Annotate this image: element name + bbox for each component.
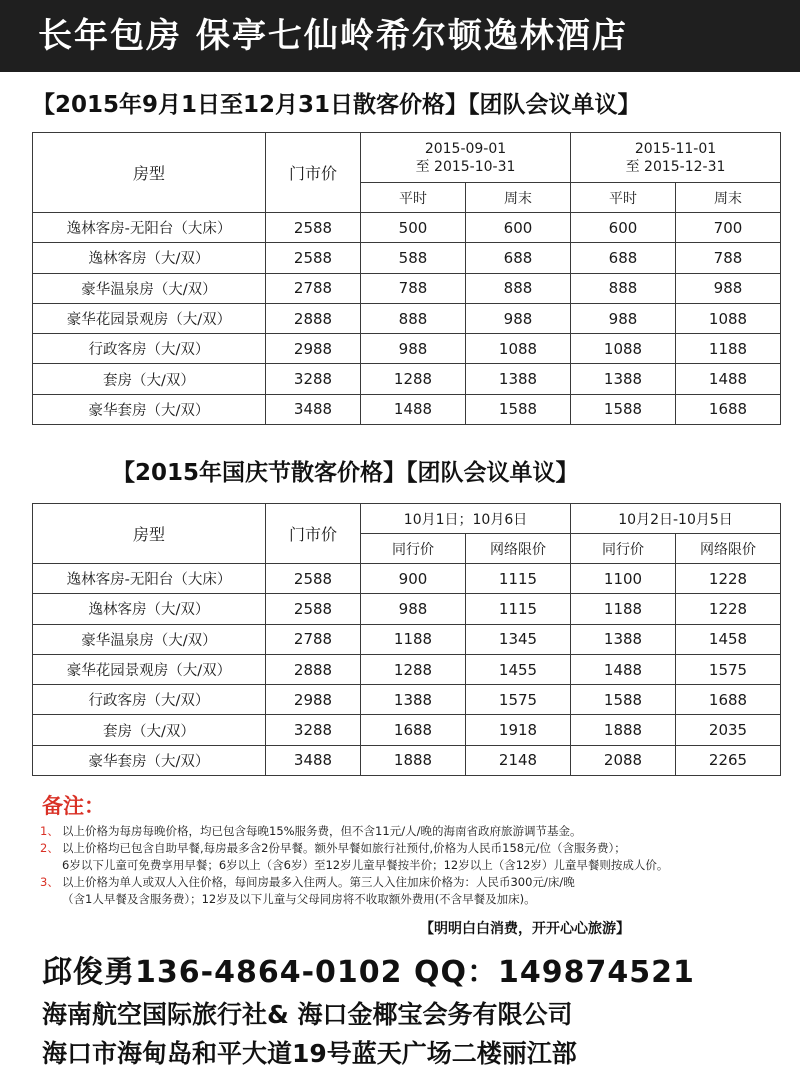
note-text: 以上价格为单人或双人入住价格，每间房最多入住两人。第三人入住加床价格为：人民币300元/床/晚 (62, 875, 575, 889)
banner-title: 长年包房 保亭七仙岭希尔顿逸林酒店 (0, 0, 800, 72)
table-row (33, 303, 781, 333)
price-cell: 1228 (676, 594, 781, 624)
note-line (40, 891, 790, 908)
table-row (33, 745, 781, 775)
period-header (361, 133, 571, 183)
room-type-cell: 逸林客房（大/双） (33, 243, 266, 273)
section1-title: 【2015年9月1日至12月31日散客价格】【团队会议单议】 (32, 92, 641, 118)
price-cell: 588 (361, 243, 466, 273)
agency-price-header: 同行价 (571, 534, 676, 564)
company-address: 海口市海甸岛和平大道19号蓝天广场二楼丽江部 (42, 1039, 577, 1068)
note-line (40, 874, 790, 891)
room-type-cell: 豪华套房（大/双） (33, 394, 266, 424)
price-cell: 1588 (466, 394, 571, 424)
note-number: 3、 (40, 875, 59, 889)
table-row (33, 364, 781, 394)
price-cell: 1115 (466, 564, 571, 594)
room-type-cell: 豪华温泉房（大/双） (33, 624, 266, 654)
note-text: 6岁以下儿童可免费享用早餐；6岁以上（含6岁）至12岁儿童早餐按半价；12岁以上（含12岁）儿童早餐则按成人价。 (62, 858, 669, 872)
price-cell: 1575 (676, 654, 781, 684)
room-type-cell: 行政客房（大/双） (33, 685, 266, 715)
price-cell: 1688 (361, 715, 466, 745)
price-cell: 688 (571, 243, 676, 273)
room-type-cell: 套房（大/双） (33, 364, 266, 394)
price-cell: 1888 (361, 745, 466, 775)
table-body (33, 213, 781, 425)
room-type-cell: 逸林客房-无阳台（大床） (33, 564, 266, 594)
price-cell: 2265 (676, 745, 781, 775)
price-cell: 1488 (361, 394, 466, 424)
rack-rate-cell: 2888 (266, 303, 361, 333)
rack-rate-cell: 3488 (266, 394, 361, 424)
table-body (33, 564, 781, 776)
table-row (33, 273, 781, 303)
price-cell: 1288 (361, 364, 466, 394)
price-cell: 688 (466, 243, 571, 273)
price-cell: 900 (361, 564, 466, 594)
weekday-header: 平时 (361, 183, 466, 213)
room-type-header: 房型 (33, 133, 266, 213)
price-cell: 1888 (571, 715, 676, 745)
note-number: 2、 (40, 841, 59, 855)
note-number: 1、 (40, 824, 59, 838)
price-table-sep-dec (32, 132, 781, 425)
period-start: 2015-09-01 (424, 140, 507, 157)
rack-rate-cell: 2988 (266, 334, 361, 364)
price-cell: 788 (361, 273, 466, 303)
price-cell: 888 (361, 303, 466, 333)
table-row (33, 243, 781, 273)
period-end: 至 2015-12-31 (625, 158, 726, 175)
note-text: 以上价格为每房每晚价格，均已包含每晚15%服务费，但不含11元/人/晚的海南省政府旅游调节基金。 (62, 824, 582, 838)
room-type-cell: 豪华花园景观房（大/双） (33, 303, 266, 333)
room-type-cell: 逸林客房（大/双） (33, 594, 266, 624)
online-price-header: 网络限价 (466, 534, 571, 564)
price-cell: 1288 (361, 654, 466, 684)
price-cell: 988 (676, 273, 781, 303)
notes-title: 备注： (42, 794, 105, 818)
rack-rate-cell: 2888 (266, 654, 361, 684)
room-type-cell: 豪华温泉房（大/双） (33, 273, 266, 303)
table-row (33, 564, 781, 594)
price-cell: 600 (571, 213, 676, 243)
price-cell: 988 (361, 334, 466, 364)
note-text: 以上价格均已包含自助早餐,每房最多含2份早餐。额外早餐如旅行社预付,价格为人民币158元/位（含服务费）； (62, 841, 626, 855)
price-cell: 988 (361, 594, 466, 624)
price-cell: 888 (571, 273, 676, 303)
rack-rate-cell: 3288 (266, 715, 361, 745)
price-cell: 1088 (676, 303, 781, 333)
price-table-national-day (32, 503, 781, 776)
price-cell: 1228 (676, 564, 781, 594)
price-cell: 1455 (466, 654, 571, 684)
price-cell: 1388 (361, 685, 466, 715)
price-cell: 1388 (466, 364, 571, 394)
rack-rate-header: 门市价 (266, 504, 361, 564)
table-row (33, 685, 781, 715)
price-cell: 1918 (466, 715, 571, 745)
table-row (33, 594, 781, 624)
price-cell: 1088 (571, 334, 676, 364)
price-cell: 1688 (676, 685, 781, 715)
price-cell: 1088 (466, 334, 571, 364)
price-cell: 2088 (571, 745, 676, 775)
price-cell: 1100 (571, 564, 676, 594)
note-text: （含1人早餐及含服务费）；12岁及以下儿童与父母同房将不收取额外费用(不含早餐及加床)。 (62, 892, 536, 906)
price-cell: 888 (466, 273, 571, 303)
table-row (33, 715, 781, 745)
price-cell: 988 (571, 303, 676, 333)
period-header: 10月2日-10月5日 (571, 504, 781, 534)
table-row (33, 654, 781, 684)
rack-rate-header: 门市价 (266, 133, 361, 213)
company-name: 海南航空国际旅行社& 海口金椰宝会务有限公司 (42, 1000, 573, 1029)
rack-rate-cell: 2588 (266, 594, 361, 624)
rack-rate-cell: 2588 (266, 213, 361, 243)
rack-rate-cell: 2788 (266, 273, 361, 303)
price-cell: 1488 (571, 654, 676, 684)
price-cell: 788 (676, 243, 781, 273)
rack-rate-cell: 2988 (266, 685, 361, 715)
room-type-cell: 豪华花园景观房（大/双） (33, 654, 266, 684)
rack-rate-cell: 2588 (266, 564, 361, 594)
room-type-cell: 逸林客房-无阳台（大床） (33, 213, 266, 243)
note-line (40, 823, 790, 840)
price-cell: 1115 (466, 594, 571, 624)
price-cell: 1488 (676, 364, 781, 394)
rack-rate-cell: 3488 (266, 745, 361, 775)
price-cell: 1575 (466, 685, 571, 715)
room-type-header: 房型 (33, 504, 266, 564)
online-price-header: 网络限价 (676, 534, 781, 564)
price-cell: 1188 (361, 624, 466, 654)
table-row (33, 334, 781, 364)
weekday-header: 平时 (571, 183, 676, 213)
price-cell: 1588 (571, 394, 676, 424)
room-type-cell: 豪华套房（大/双） (33, 745, 266, 775)
contact-phone-qq: 邱俊勇136-4864-0102 QQ：149874521 (42, 955, 695, 990)
table-row (33, 624, 781, 654)
rack-rate-cell: 2588 (266, 243, 361, 273)
price-cell: 1188 (571, 594, 676, 624)
period-start: 2015-11-01 (634, 140, 717, 157)
price-cell: 1688 (676, 394, 781, 424)
price-cell: 500 (361, 213, 466, 243)
section2-title: 【2015年国庆节散客价格】【团队会议单议】 (112, 460, 579, 486)
price-cell: 2035 (676, 715, 781, 745)
agency-price-header: 同行价 (361, 534, 466, 564)
period-end: 至 2015-10-31 (415, 158, 516, 175)
notes-list (40, 823, 790, 908)
price-cell: 700 (676, 213, 781, 243)
rack-rate-cell: 3288 (266, 364, 361, 394)
table-row (33, 394, 781, 424)
price-cell: 1188 (676, 334, 781, 364)
note-line (40, 857, 790, 874)
period-header (571, 133, 781, 183)
room-type-cell: 行政客房（大/双） (33, 334, 266, 364)
slogan: 【明明白白消费，开开心心旅游】 (420, 921, 630, 937)
room-type-cell: 套房（大/双） (33, 715, 266, 745)
period-header: 10月1日；10月6日 (361, 504, 571, 534)
price-cell: 1388 (571, 624, 676, 654)
rack-rate-cell: 2788 (266, 624, 361, 654)
note-line (40, 840, 790, 857)
price-cell: 1588 (571, 685, 676, 715)
price-cell: 1458 (676, 624, 781, 654)
price-cell: 2148 (466, 745, 571, 775)
table-row (33, 213, 781, 243)
weekend-header: 周末 (676, 183, 781, 213)
price-cell: 1345 (466, 624, 571, 654)
weekend-header: 周末 (466, 183, 571, 213)
price-cell: 600 (466, 213, 571, 243)
price-cell: 1388 (571, 364, 676, 394)
price-cell: 988 (466, 303, 571, 333)
